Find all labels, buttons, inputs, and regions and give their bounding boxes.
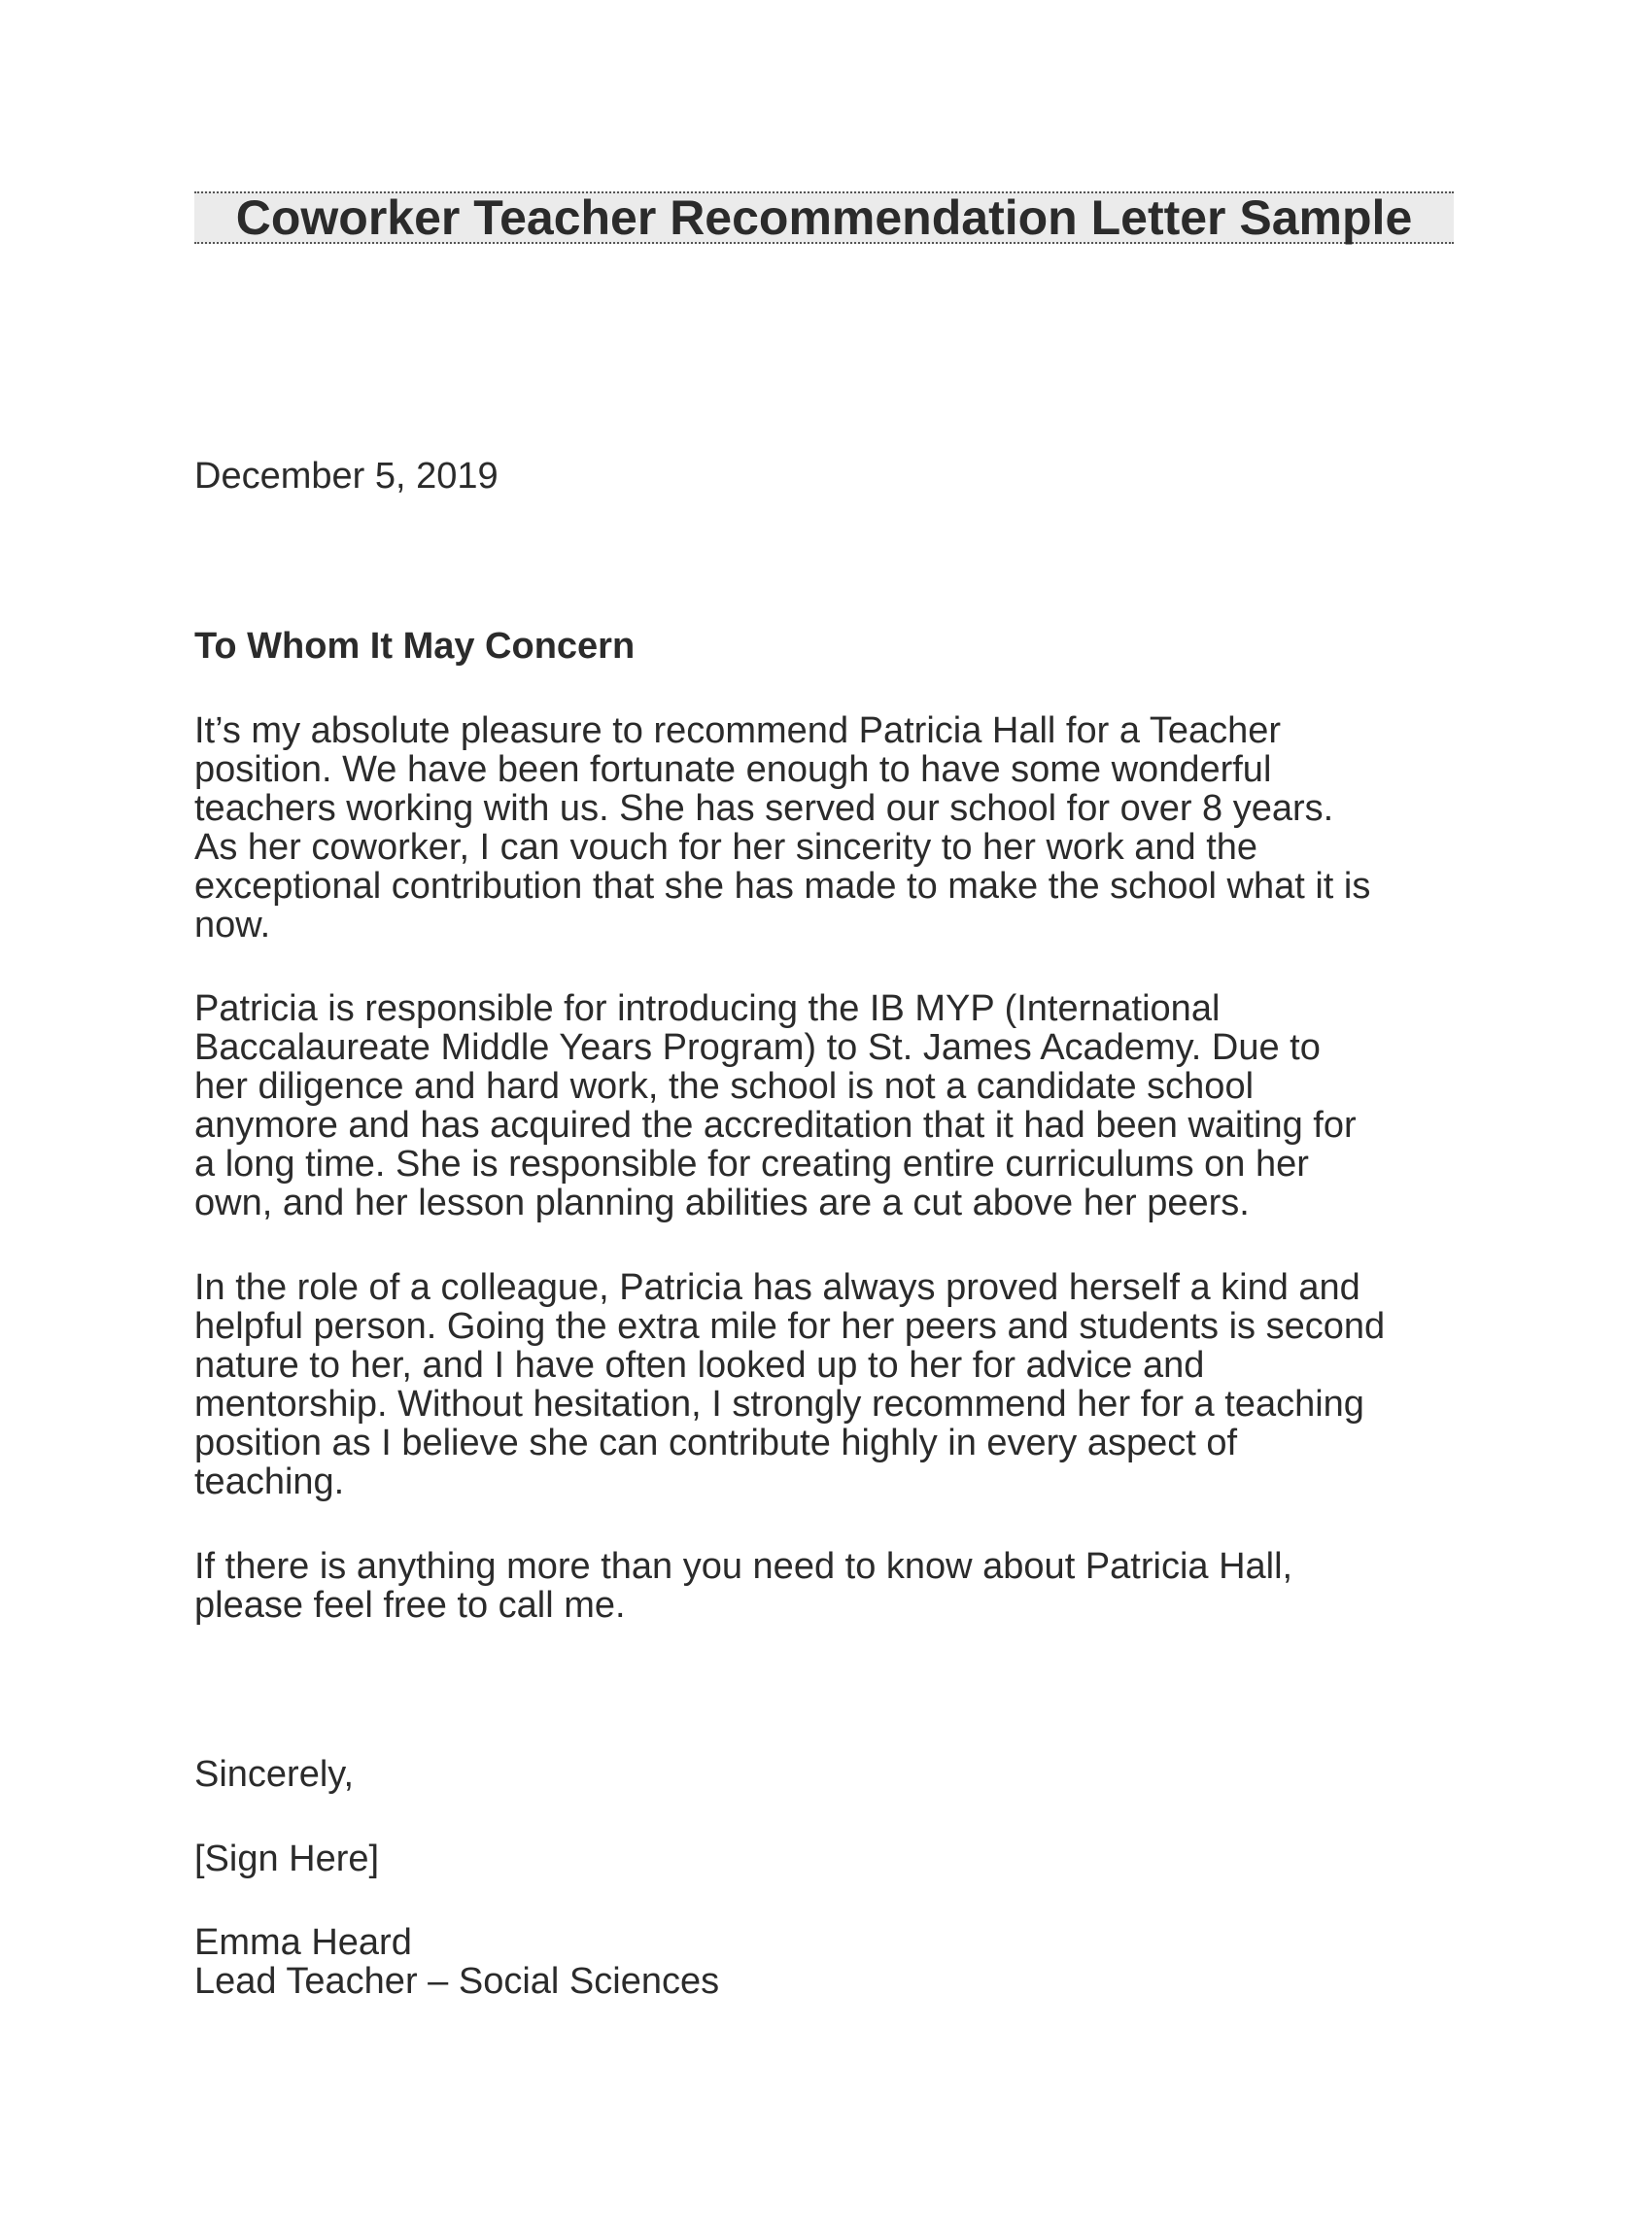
title-banner: [194, 191, 1454, 244]
paragraph-line: own, and her lesson planning abilities are a cut above her peers.: [194, 1183, 1250, 1223]
signer-role: Lead Teacher – Social Sciences: [194, 1961, 720, 2002]
paragraph-line: teaching.: [194, 1461, 345, 1502]
paragraph-2: [194, 989, 1477, 1222]
signature-placeholder: [Sign Here]: [194, 1839, 380, 1879]
paragraph-line: Patricia is responsible for introducing the IB MYP (International: [194, 988, 1221, 1029]
paragraph-line: position. We have been fortunate enough to have some wonderful: [194, 749, 1272, 790]
paragraph-line: position as I believe she can contribute highly in every aspect of: [194, 1423, 1238, 1463]
paragraph-4: [194, 1547, 1477, 1625]
paragraph-3: [194, 1268, 1477, 1501]
paragraph-line: Baccalaureate Middle Years Program) to St. James Academy. Due to: [194, 1027, 1321, 1068]
paragraph-line: now.: [194, 905, 271, 946]
paragraph-line: exceptional contribution that she has made to make the school what it is: [194, 866, 1371, 907]
paragraph-line: anymore and has acquired the accreditation that it had been waiting for: [194, 1105, 1357, 1146]
signer-name: Emma Heard: [194, 1922, 412, 1963]
paragraph-line: In the role of a colleague, Patricia has always proved herself a kind and: [194, 1267, 1360, 1308]
paragraph-line: It’s my absolute pleasure to recommend Patricia Hall for a Teacher: [194, 710, 1282, 751]
paragraph-line: If there is anything more than you need to know about Patricia Hall,: [194, 1546, 1293, 1587]
paragraph-line: As her coworker, I can vouch for her sincerity to her work and the: [194, 827, 1258, 868]
letter-date: December 5, 2019: [194, 456, 499, 497]
paragraph-line: please feel free to call me.: [194, 1585, 626, 1626]
paragraph-line: helpful person. Going the extra mile for her peers and students is second: [194, 1306, 1386, 1347]
document-title: Coworker Teacher Recommendation Letter Sample: [235, 190, 1413, 245]
paragraph-1: [194, 711, 1477, 945]
paragraph-line: teachers working with us. She has served our school for over 8 years.: [194, 788, 1334, 829]
closing: Sincerely,: [194, 1754, 355, 1795]
paragraph-line: a long time. She is responsible for creating entire curriculums on her: [194, 1144, 1309, 1185]
paragraph-line: mentorship. Without hesitation, I strongly recommend her for a teaching: [194, 1384, 1364, 1425]
salutation: To Whom It May Concern: [194, 626, 636, 667]
paragraph-line: nature to her, and I have often looked up to her for advice and: [194, 1345, 1205, 1386]
paragraph-line: her diligence and hard work, the school is not a candidate school: [194, 1066, 1255, 1107]
